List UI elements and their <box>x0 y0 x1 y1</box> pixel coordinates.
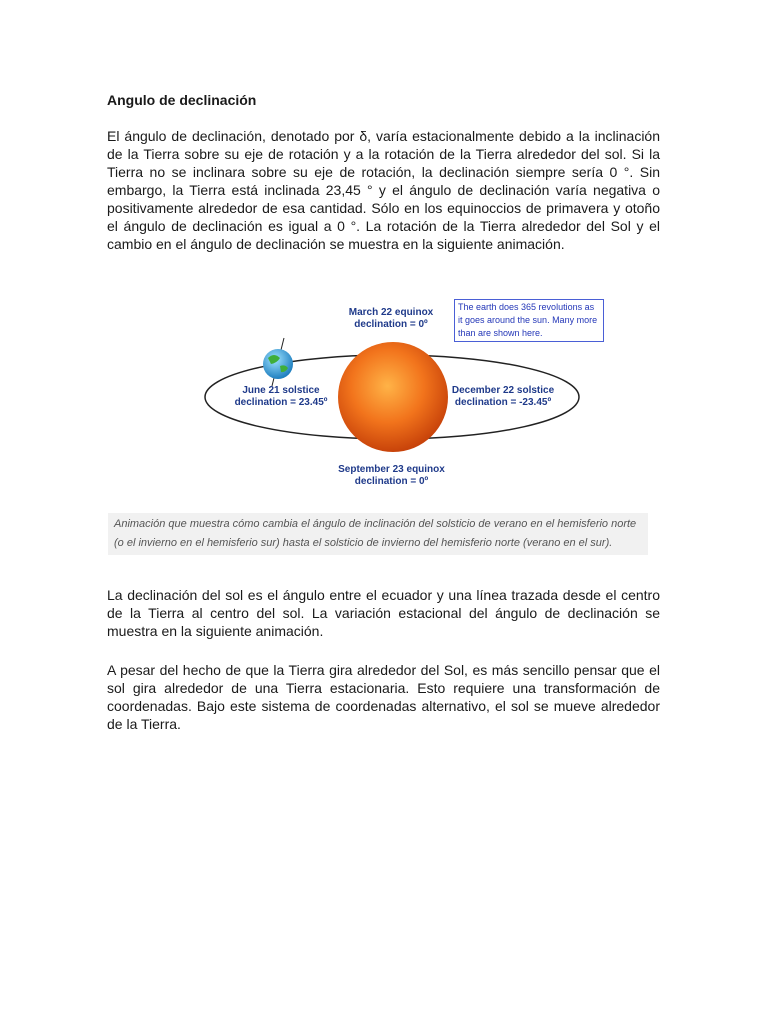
declination-paragraph: La declinación del sol es el ángulo entre el ecuador y una línea trazada desde el centro de la Tierra al centro del sol. La variación estacional del ángulo de declinación se muestra en la siguiente animación. <box>107 587 660 639</box>
september-equinox-label: September 23 equinox declination = 0º <box>338 464 445 487</box>
revolutions-note: The earth does 365 revolutions as it goes around the sun. Many more than are shown here. <box>454 299 604 342</box>
intro-paragraph: El ángulo de declinación, denotado por δ, varía estacionalmente debido a la inclinación de la Tierra sobre su eje de rotación y a la rotación de la Tierra alrededor del sol. Si la Tierra no se inclinara sobre su eje de rotación, la declinación siempre sería 0 °. Sin embargo, la Tierra está inclinada 23,45 ° y el ángulo de declinación varía negativa o positivamente alrededor de esa cantidad. Sólo en los equinoccios de primavera y otoño el ángulo de declinación es igual a 0 °. La rotación de la Tierra alrededor del Sol y el cambio en el ángulo de declinación se muestra en la siguiente animación. <box>107 128 660 252</box>
figure-caption: Animación que muestra cómo cambia el ángulo de inclinación del solsticio de verano en el hemisferio norte (o el invierno en el hemisferio sur) hasta el solsticio de invierno del hemisferio norte (verano en el sur). <box>108 513 648 555</box>
march-equinox-label: March 22 equinox declination = 0º <box>348 307 434 330</box>
coordinates-paragraph: A pesar del hecho de que la Tierra gira alrededor del Sol, es más sencillo pensar que el sol gira alrededor de una Tierra estacionaria. Esto requiere una transformación de coordenadas. Bajo este sistema de coordenadas alternativo, el sol se mueve alrededor de la Tierra. <box>107 662 660 732</box>
december-solstice-label: December 22 solstice declination = -23.45º <box>451 385 555 408</box>
declination-figure <box>200 296 620 496</box>
earth-shape <box>263 338 293 386</box>
page-title: Angulo de declinación <box>107 92 257 108</box>
june-solstice-label: June 21 solstice declination = 23.45º <box>234 385 328 408</box>
document-body <box>107 90 660 253</box>
sun-shape <box>338 342 448 452</box>
